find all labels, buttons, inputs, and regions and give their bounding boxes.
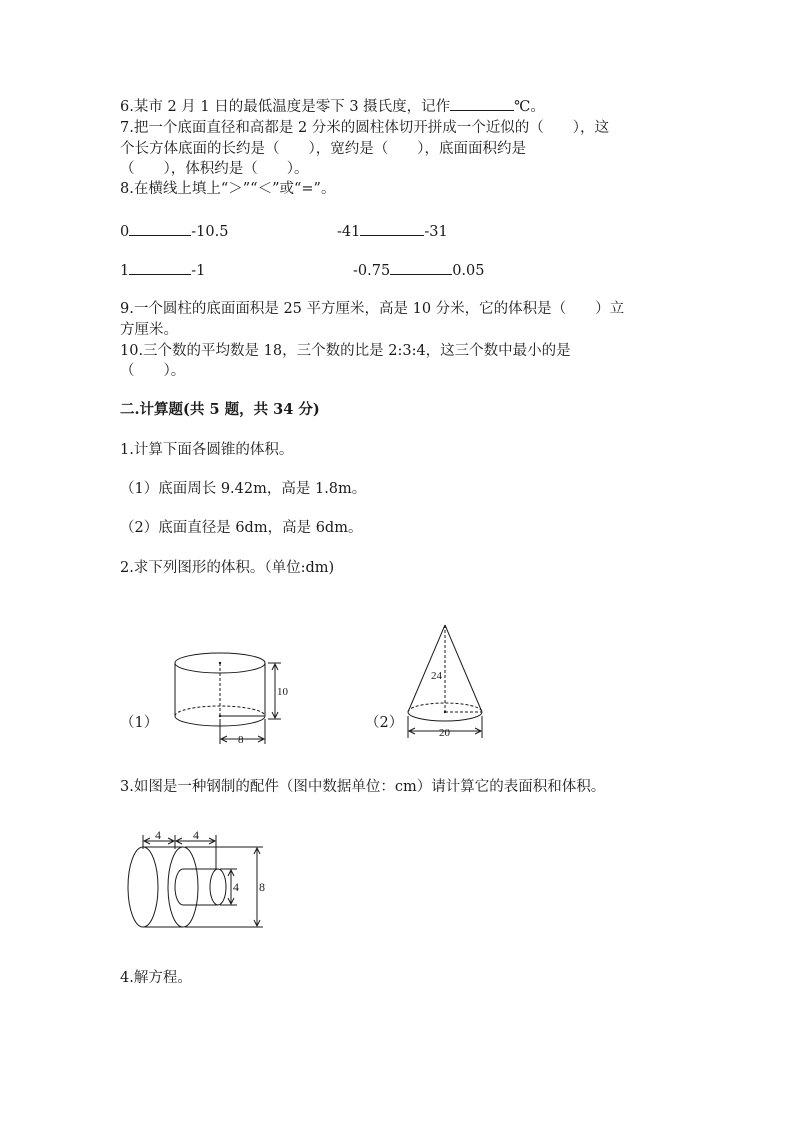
q10-line2: （ ）。 xyxy=(120,363,186,379)
q6-suffix: ℃。 xyxy=(514,99,545,115)
q9-line2: 方厘米。 xyxy=(120,322,178,338)
c3-prompt: 3.如图是一种钢制的配件（图中数据单位：cm）请计算它的表面积和体积。 xyxy=(120,779,606,795)
fig1-width-label: 8 xyxy=(238,734,244,746)
q8-item-2-blank[interactable] xyxy=(360,221,424,236)
c3-outer-label: 8 xyxy=(259,880,265,894)
c2-prompt: 2.求下列图形的体积。（单位:dm) xyxy=(120,560,335,576)
c3-len1-label: 4 xyxy=(155,828,161,842)
cone-figure xyxy=(403,623,503,743)
q8-item-3-blank[interactable] xyxy=(129,260,191,275)
q8-prompt: 8.在横线上填上“＞”“＜”或“=”。 xyxy=(120,181,336,197)
fig1-tag: （1） xyxy=(120,715,159,731)
fig2-tag: （2） xyxy=(365,715,404,731)
q10-line1: 10.三个数的平均数是 18，三个数的比是 2:3:4，这三个数中最小的是 xyxy=(120,343,571,359)
q8-item-2-right: -31 xyxy=(424,224,448,240)
q8-item-1-left: 0 xyxy=(120,224,130,240)
fig1-height-label: 10 xyxy=(277,686,288,698)
q7-line1: 7.把一个底面直径和高都是 2 分米的圆柱体切开拼成一个近似的（ ），这 xyxy=(120,120,610,136)
q8-item-3-left: 1 xyxy=(120,263,130,279)
q6-prefix: 6.某市 2 月 1 日的最低温度是零下 3 摄氏度，记作 xyxy=(120,99,451,115)
q9-line1: 9.一个圆柱的底面面积是 25 平方厘米，高是 10 分米，它的体积是（ ）立 xyxy=(120,301,625,317)
q8-item-2 xyxy=(337,221,448,242)
q8-item-1-right: -10.5 xyxy=(191,224,229,240)
c1-sub2: （2）底面直径是 6dm，高是 6dm。 xyxy=(120,520,363,536)
q8-item-1-blank[interactable] xyxy=(129,221,191,236)
c3-len2-label: 4 xyxy=(193,828,199,842)
q8-item-4-blank[interactable] xyxy=(390,260,452,275)
q8-item-3-right: -1 xyxy=(191,263,206,279)
c1-sub1: （1）底面周长 9.42m，高是 1.8m。 xyxy=(120,481,367,497)
q7-line2: 个长方体底面的长约是（ ），宽约是（ ），底面面积约是 xyxy=(120,141,526,157)
q8-item-1 xyxy=(120,221,228,242)
q8-item-4-right: 0.05 xyxy=(452,263,485,279)
section-title: 二.计算题(共 5 题，共 34 分) xyxy=(120,401,320,418)
c1-prompt: 1.计算下面各圆锥的体积。 xyxy=(120,442,294,458)
q8-item-4 xyxy=(353,260,484,281)
q8-item-2-left: -41 xyxy=(337,224,361,240)
c4-prompt: 4.解方程。 xyxy=(120,970,192,986)
fig2-height-label: 24 xyxy=(431,670,442,682)
q6-line xyxy=(120,96,545,117)
fig2-width-label: 20 xyxy=(439,727,450,739)
c3-inner-label: 4 xyxy=(233,880,239,894)
q8-item-4-left: -0.75 xyxy=(353,263,391,279)
steel-part-figure xyxy=(123,829,283,939)
q7-line3: （ ），体积约是（ ）。 xyxy=(120,161,309,177)
q6-answer-blank[interactable] xyxy=(450,96,514,111)
cylinder-figure xyxy=(165,645,305,745)
q8-item-3 xyxy=(120,260,205,281)
